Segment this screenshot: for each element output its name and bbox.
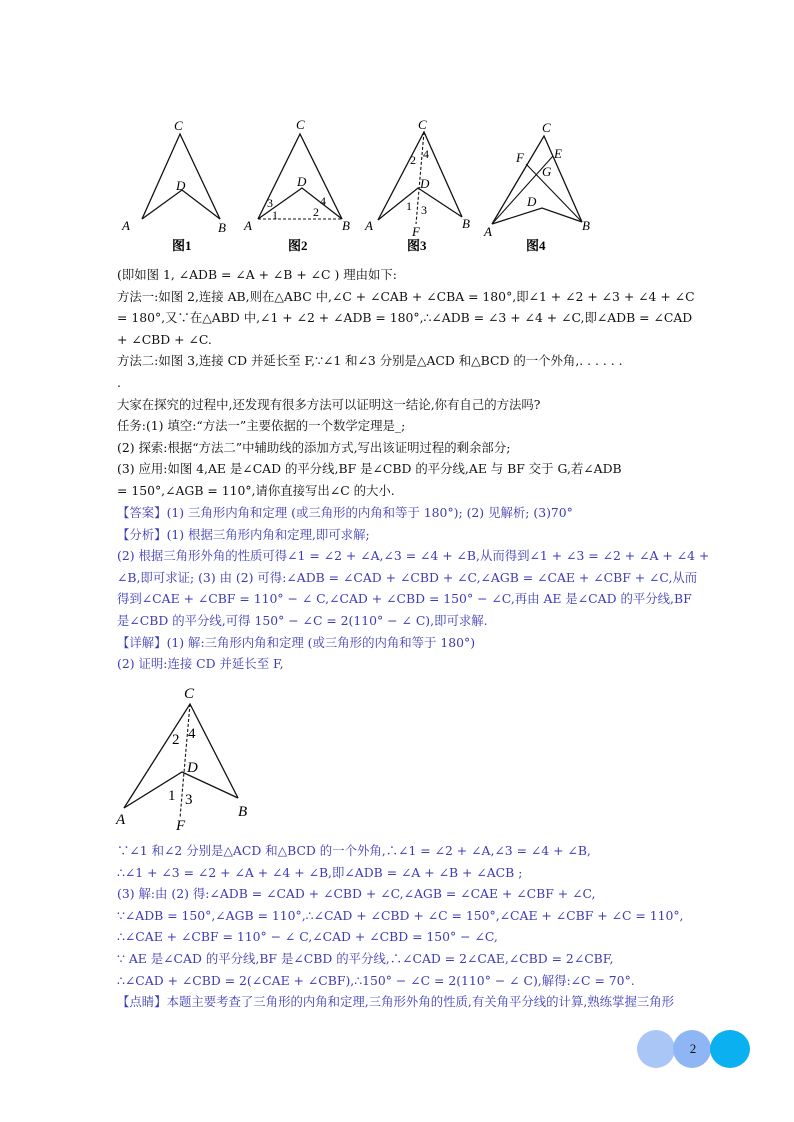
proof-label-c: C (184, 686, 195, 702)
proof-angle-3: 3 (185, 792, 193, 808)
proof-angle-4: 4 (188, 726, 196, 742)
proof-angle-2: 2 (172, 732, 180, 748)
proof-label-f: F (176, 818, 186, 834)
problem-line: 大家在探究的过程中,还发现有很多方法可以证明这一结论,你有自己的方法吗? (117, 396, 541, 412)
fig1-caption: 图1 (172, 238, 192, 253)
analysis-tag: 【分析】 (117, 526, 167, 542)
answer-tag: 【答案】 (117, 505, 167, 520)
answer-text: (1) 三角形内角和定理 (或三角形的内角和等于 180°); (2) 见解析; (3)70° (166, 505, 573, 520)
analysis-line: (2) 根据三角形外角的性质可得∠1 = ∠2 + ∠A,∠3 = ∠4 + ∠B,从而得到∠1 + ∠3 = ∠2 + ∠A + ∠4 + (117, 548, 710, 564)
fig3-caption: 图3 (407, 238, 427, 253)
proof-label-a: A (116, 812, 126, 828)
analysis-line: 是∠CBD 的平分线,可得 150° − ∠C = 2(110° − ∠ C),即可求解. (117, 612, 488, 628)
problem-line: (2) 探索:根据“方法二”中辅助线的添加方式,写出该证明过程的剩余部分; (117, 439, 511, 455)
detail-line: ∵∠1 和∠2 分别是△ACD 和△BCD 的一个外角,∴∠1 = ∠2 + ∠A,∠3 = ∠4 + ∠B, (117, 843, 591, 858)
fig4-caption: 图4 (526, 238, 546, 253)
fig4-label-c: C (542, 120, 551, 135)
problem-line: + ∠CBD + ∠C. (117, 331, 212, 347)
proof-label-d: D (187, 760, 198, 776)
problem-line: = 180°,又∵在△ABD 中,∠1 + ∠2 + ∠ADB = 180°,∴∠ADB = ∠3 + ∠4 + ∠C,即∠ADB = ∠CAD (117, 310, 693, 326)
fig2-label-a: A (244, 218, 252, 233)
fig3-label-b: B (462, 216, 470, 231)
problem-line: (3) 应用:如图 4,AE 是∠CAD 的平分线,BF 是∠CBD 的平分线,AE 与 BF 交于 G,若∠ADB (117, 461, 622, 477)
figure-1 (121, 118, 226, 253)
problem-line: . (117, 374, 121, 390)
fig3-angle-4: 4 (423, 147, 429, 161)
detail-line: ∴∠CAE + ∠CBF = 110° − ∠ C,∠CAD + ∠CBD = 150° − ∠C, (117, 929, 498, 945)
fig2-angle-1: 1 (272, 208, 278, 222)
fig3-angle-2: 2 (410, 153, 416, 167)
detail-section (117, 840, 727, 1013)
fig1-label-d: D (176, 178, 186, 193)
fig1-label-a: A (122, 218, 130, 233)
detail-line: ∴∠1 + ∠3 = ∠2 + ∠A + ∠4 + ∠B,即∠ADB = ∠A + ∠B + ∠ACB ; (117, 864, 523, 880)
figure-4 (483, 120, 590, 253)
analysis-line: 得到∠CAE + ∠CBF = 110° − ∠ C,∠CAD + ∠CBD = 150° − ∠C,再由 AE 是∠CAD 的平分线,BF (117, 591, 692, 607)
problem-text (117, 264, 727, 502)
detail-line: (2) 证明:连接 CD 并延长至 F, (117, 656, 284, 672)
fig1-label-c: C (174, 118, 183, 133)
detail-tag: 【详解】 (117, 634, 167, 650)
analysis-line: ∠B,即可求证; (3) 由 (2) 可得:∠ADB = ∠CAD + ∠CBD + ∠C,∠AGB = ∠CAE + ∠CBF + ∠C,从而 (117, 569, 698, 585)
proof-figure (110, 682, 270, 834)
fig3-angle-3: 3 (421, 203, 427, 217)
detail-line: ∵ AE 是∠CAD 的平分线,BF 是∠CBD 的平分线,∴∠CAD = 2∠CAE,∠CBD = 2∠CBF, (117, 950, 614, 966)
figure-3 (364, 117, 470, 253)
problem-line: = 150°,∠AGB = 110°,请你直接写出∠C 的大小. (117, 482, 395, 498)
fig2-angle-3: 3 (267, 196, 273, 210)
page-number: 2 (689, 1041, 697, 1056)
fig3-label-d: D (420, 176, 430, 191)
fig4-label-e: E (554, 146, 562, 161)
point-text: 本题主要考查了三角形的内角和定理,三角形外角的性质,有关角平分线的计算,熟练掌握三角形 (166, 994, 675, 1010)
proof-label-b: B (238, 804, 248, 820)
detail-line: ∵∠ADB = 150°,∠AGB = 110°,∴∠CAD + ∠CBD + ∠C = 150°,∠CAE + ∠CBF + ∠C = 110°, (117, 907, 684, 923)
fig4-label-d: D (527, 194, 537, 209)
fig4-label-a: A (484, 224, 492, 239)
fig2-label-b: B (342, 218, 350, 233)
fig2-label-d: D (297, 174, 307, 189)
figure-2 (243, 117, 350, 253)
problem-line: 任务:(1) 填空:“方法一”主要依据的一个数学定理是_; (117, 418, 406, 434)
fig2-angle-4: 4 (320, 194, 326, 208)
fig3-label-c: C (418, 117, 427, 132)
point-tag: 【点睛】 (117, 994, 167, 1010)
page-badge-right (710, 1030, 750, 1068)
fig3-label-f: F (412, 224, 420, 239)
fig1-label-b: B (218, 220, 226, 235)
problem-line: 方法二:如图 3,连接 CD 并延长至 F,∵∠1 和∠3 分别是△ACD 和△BCD 的一个外角,. . . . . . (117, 353, 623, 369)
problem-line: 方法一:如图 2,连接 AB,则在△ABC 中,∠C + ∠CAB + ∠CBA = 180°,即∠1 + ∠2 + ∠3 + ∠4 + ∠C (117, 288, 695, 304)
analysis-line: (1) 根据三角形内角和定理,即可求解; (166, 526, 370, 542)
proof-angle-1: 1 (168, 788, 176, 804)
figures-row (110, 112, 610, 257)
answer-section (117, 502, 727, 675)
fig2-angle-2: 2 (313, 205, 319, 219)
page-badge-left (637, 1030, 675, 1068)
fig2-caption: 图2 (288, 238, 308, 253)
detail-line: ∴∠CAD + ∠CBD = 2(∠CAE + ∠CBF),∴150° − ∠C = 2(110° − ∠ C),解得:∠C = 70°. (117, 972, 635, 988)
problem-line: (即如图 1, ∠ADB = ∠A + ∠B + ∠C ) 理由如下: (117, 267, 397, 282)
fig2-label-c: C (296, 117, 305, 132)
detail-line: (3) 解:由 (2) 得:∠ADB = ∠CAD + ∠CBD + ∠C,∠AGB = ∠CAE + ∠CBF + ∠C, (117, 886, 596, 902)
fig4-label-b: B (582, 218, 590, 233)
detail-line: (1) 解:三角形内角和定理 (或三角形的内角和等于 180°) (166, 634, 476, 650)
fig3-label-a: A (365, 218, 373, 233)
fig4-label-g: G (542, 164, 552, 179)
fig4-label-f: F (516, 150, 524, 165)
fig3-angle-1: 1 (406, 199, 412, 213)
